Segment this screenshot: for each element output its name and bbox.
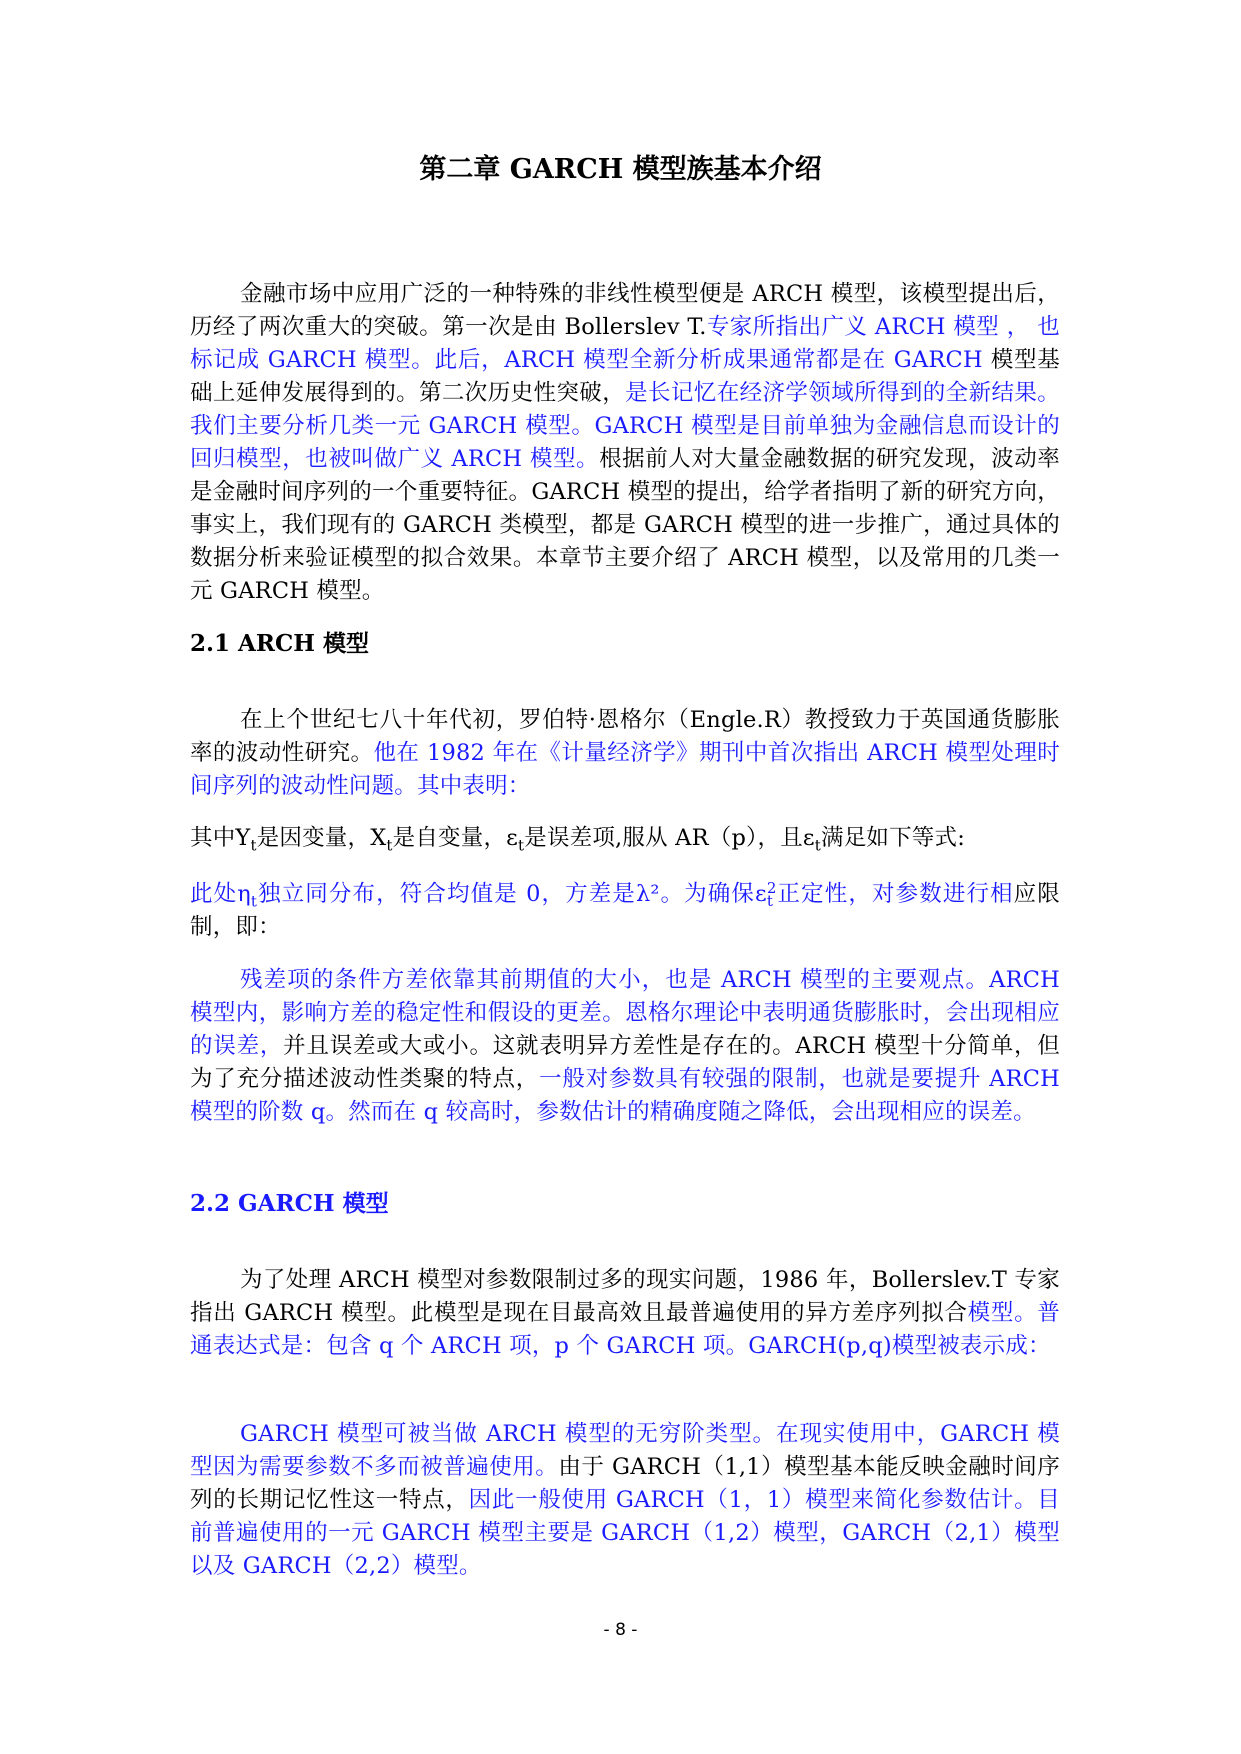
epsilon-scripts: [766, 879, 777, 910]
section-heading-2-1: 2.1 ARCH 模型: [190, 630, 370, 657]
var-text-3: 是自变量，ε: [392, 825, 519, 851]
intro-paragraph: [190, 278, 1060, 608]
section-2-2-paragraph-1: [190, 1264, 1060, 1363]
var-text-2: 是因变量，X: [256, 825, 387, 851]
eta-text-4: 应限制，即：: [190, 881, 1060, 940]
var-sub-2: t: [386, 836, 393, 855]
section-heading-2-2: 2.2 GARCH 模型: [190, 1190, 389, 1217]
intro-text-3: 根据前人对大量金融数据的研究发现，波动率是金融时间序列的一个重要特征。GARCH 模型的提出，给学者指明了新的研究方向，事实上，我们现有的 GARCH 类模型，都是 GARCH 模型的进一步推广，通过具体的数据分析来验证模型的拟合效果。本章节主要介绍了 ARCH 模型，以及常用的几类一元 GARCH 模型。: [190, 446, 1060, 604]
s21-p4-highlight-1: 残差项的条件方差依靠其前期值的大小，也是 ARCH 模型的主要观点。ARCH 模型内，影响方差的稳定性和假设的更差。恩格尔理论中表明通货膨胀时，会出现相应的误差，: [190, 967, 1060, 1059]
intro-text-1: 金融市场中应用广泛的一种特殊的非线性模型便是 ARCH 模型，该模型提出后，历经了两次重大的突破。第一次是由 Bollerslev T.: [190, 281, 1060, 340]
s21-p1-highlight: 他在 1982 年在《计量经济学》期刊中首次指出 ARCH 模型处理时间序列的波动性问题。其中表明：: [190, 740, 1060, 799]
var-text-4: 是误差项,服从 AR（p），且ε: [524, 825, 815, 851]
s21-p4-text: 并且误差或大或小。这就表明异方差性是存在的。ARCH 模型十分简单，但为了充分描述波动性类聚的特点，: [190, 1033, 1060, 1092]
intro-highlight-2: 是长记忆在经济学领域所得到的全新结果。我们主要分析几类一元 GARCH 模型。GARCH 模型是目前单独为金融信息而设计的回归模型，也被叫做广义 ARCH 模型。: [190, 380, 1060, 472]
var-sub-4: t: [814, 836, 821, 855]
chapter-title: 第二章 GARCH 模型族基本介绍: [419, 154, 822, 185]
var-sub-3: t: [518, 836, 525, 855]
s22-p2-highlight-1: GARCH 模型可被当做 ARCH 模型的无穷阶类型。在现实使用中，GARCH 模型因为需要参数不多而被普遍使用。: [190, 1421, 1060, 1480]
epsilon-sup: 2: [766, 879, 777, 897]
s22-p2-highlight-2: 因此一般使用 GARCH（1，1）模型来简化参数估计。目前普遍使用的一元 GARCH 模型主要是 GARCH（1,2）模型，GARCH（2,1）模型以及 GARCH（2,2）模型。: [190, 1487, 1061, 1579]
section-2-1-paragraph-4: [190, 964, 1060, 1129]
section-2-1-eta-paragraph: [190, 878, 1060, 944]
section-2-1-variables-line: [190, 822, 1060, 855]
eta-text-3: 正定性，对参数进行相: [776, 881, 1014, 907]
s21-p1-text: 在上个世纪七八十年代初，罗伯特·恩格尔（Engle.R）教授致力于英国通货膨胀率的波动性研究。: [190, 707, 1060, 766]
intro-text-2: 模型基础上延伸发展得到的。第二次历史性突破，: [190, 347, 1060, 406]
var-sub-1: t: [250, 836, 257, 855]
eta-sub: t: [250, 892, 258, 911]
epsilon-sub: t: [766, 892, 774, 910]
eta-text-1: 此处η: [190, 881, 251, 907]
section-2-1-paragraph-1: [190, 704, 1060, 803]
s22-p1-text: 为了处理 ARCH 模型对参数限制过多的现实问题，1986 年，Bollerslev.T 专家指出 GARCH 模型。此模型是现在目最高效且最普遍使用的异方差序列拟合: [190, 1267, 1060, 1326]
page-number: - 8 -: [603, 1620, 638, 1640]
section-2-2-paragraph-2: [190, 1418, 1060, 1583]
var-text-1: 其中Y: [190, 825, 251, 851]
var-text-5: 满足如下等式:: [821, 825, 965, 851]
intro-highlight-1: 专家所指出广义 ARCH 模型 ， 也标记成 GARCH 模型。此后，ARCH 模型全新分析成果通常都是在 GARCH: [190, 314, 1060, 373]
s22-p1-highlight: 模型。普通表达式是：包含 q 个 ARCH 项，p 个 GARCH 项。GARCH(p,q)模型被表示成：: [190, 1300, 1060, 1359]
s22-p2-text: 由于 GARCH（1,1）模型基本能反映金融时间序列的长期记忆性这一特点，: [190, 1454, 1060, 1513]
s21-p4-highlight-2: 一般对参数具有较强的限制，也就是要提升 ARCH 模型的阶数 q。然而在 q 较高时，参数估计的精确度随之降低，会出现相应的误差。: [190, 1066, 1060, 1125]
eta-text-2: 独立同分布，符合均值是 0，方差是λ²。为确保ε: [257, 881, 767, 907]
